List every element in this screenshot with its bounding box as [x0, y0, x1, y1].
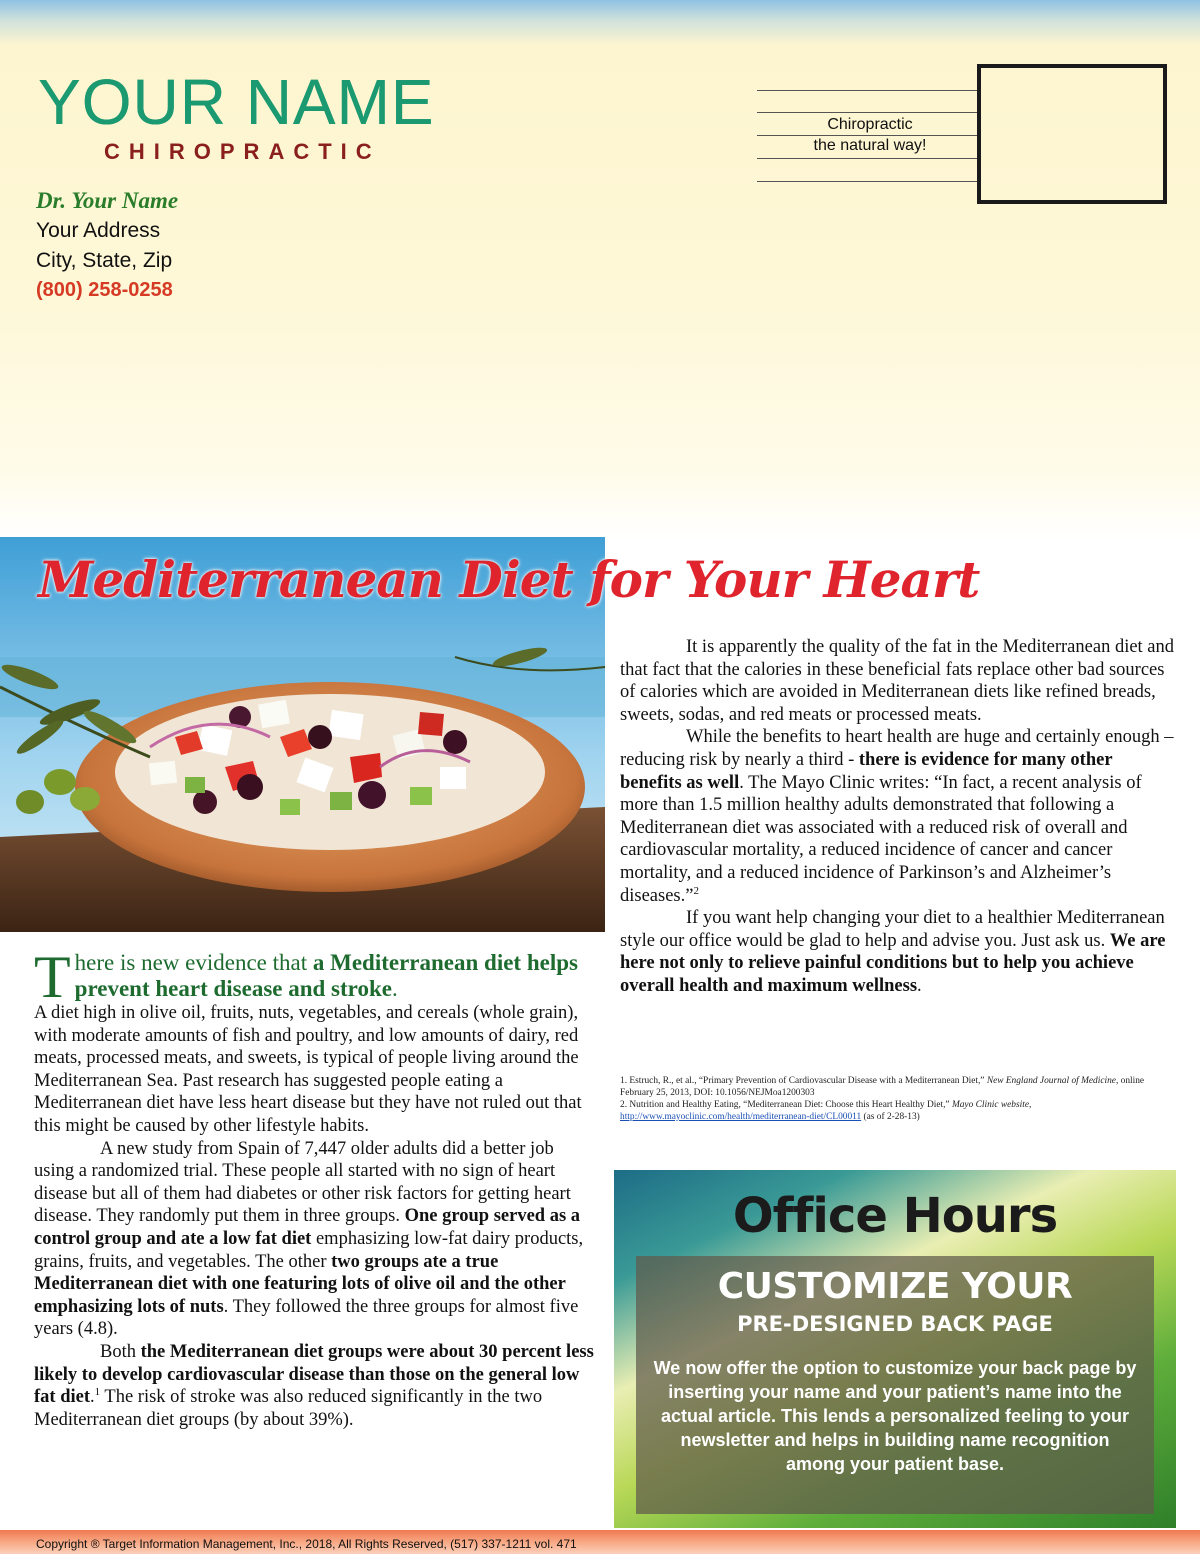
office-hours-title: Office Hours [732, 1188, 1058, 1244]
article-paragraph: Both the Mediterranean diet groups were about 30 percent less likely to develop cardiovascular disease than those on the general low fat diet.$^1$ The risk of stroke was also reduced significantly in the two Mediterranean diet groups (by about 39%). [34, 1341, 594, 1430]
postage-line [757, 112, 977, 113]
copyright-text: Copyright ® Target Information Management, Inc., 2018, All Rights Reserved, (517) 337-1211 vol. 471 [36, 1537, 577, 1551]
article-column-right [620, 636, 1175, 998]
address-line-1: Your Address [36, 219, 161, 242]
stamp-box [977, 64, 1167, 204]
footnote-1: 1. Estruch, R., et al., “Primary Prevention of Cardiovascular Disease with a Mediterranean Diet,” New England Journal of Medicine, online February 25, 2013, DOI: 10.1056/NEJMoa1200303 [620, 1076, 1145, 1098]
postage-line [757, 90, 977, 91]
article-lead: There is new evidence that a Mediterranean diet helps prevent heart disease and stroke. [34, 944, 578, 1010]
logo-subtitle: CHIROPRACTIC [104, 139, 381, 164]
footnotes [620, 1075, 1180, 1123]
customize-subheading: PRE-DESIGNED BACK PAGE [737, 1312, 1053, 1336]
article-paragraph: A new study from Spain of 7,447 older adults did a better job using a randomized trial. These people all started with no sign of heart disease but all of them had diabetes or other risk factors for getting heart disease. They randomly put them in three groups. One group served as a control group and ate a low fat diet emphasizing low-fat dairy products, grains, fruits, and vegetables. The other two groups ate a true Mediterranean diet with one featuring lots of olive oil and the other emphasizing lots of nuts. They followed the three groups for almost five years (4.8). [34, 1138, 584, 1340]
article-paragraph: A diet high in olive oil, fruits, nuts, vegetables, and cereals (whole grain), with moderate amounts of fish and poultry, and low amounts of dairy, red meats, processed meats, and sweets, is typical of people living around the Mediterranean Sea. Past research has suggested people eating a Mediterranean diet have less heart disease but they have not ruled out that this might be caused by other lifestyle habits. [34, 1003, 582, 1136]
tagline-line-1: Chiropractic [827, 116, 913, 133]
doctor-name: Dr. Your Name [36, 188, 179, 213]
article-paragraph: It is apparently the quality of the fat in the Mediterranean diet and that fact that the calories in these beneficial fats replace other bad sources of calories which are avoided in Mediterranean diets like refined breads, sweets, sodas, and red meats or processed meats. [620, 637, 1175, 725]
postage-line [757, 135, 977, 136]
customize-heading: CUSTOMIZE YOUR [717, 1266, 1073, 1307]
phone-number: (800) 258-0258 [36, 279, 173, 301]
article-column-left [34, 944, 594, 1431]
article-paragraph: If you want help changing your diet to a healthier Mediterranean style our office would be glad to help and advise you. Just ask us. We are here not only to relieve painful conditions but to help you achieve overall health and maximum wellness. [620, 908, 1166, 996]
tagline-line-2: the natural way! [813, 137, 927, 154]
footnote-link[interactable]: http://www.mayoclinic.com/health/mediterranean-diet/CL00011 [620, 1112, 862, 1122]
customize-panel [636, 1256, 1154, 1514]
drop-cap: T [34, 944, 71, 1010]
customize-body: We now offer the option to customize your back page by inserting your name and your patient’s name into the actual article. This lends a personalized feeling to your newsletter and helps in building name recognition among your patient base. [653, 1358, 1137, 1474]
article-paragraph: While the benefits to heart health are huge and certainly enough – reducing risk by nearly a third - there is evidence for many other benefits as well. The Mayo Clinic writes: “In fact, a recent analysis of more than 1.5 million healthy adults demonstrated that following a Mediterranean diet was associated with a reduced risk of overall and cardiovascular mortality, a reduced incidence of cancer and cancer mortality, and a reduced incidence of Parkinson’s and Alzheimer’s diseases.”$^2$ [620, 727, 1174, 906]
footnote-2: 2. Nutrition and Healthy Eating, “Mediterranean Diet: Choose this Heart Healthy Diet,” Mayo Clinic website, http://www.mayoclinic.com/health/mediterranean-diet/CL00011 (as of 2-28-13) [620, 1100, 1032, 1122]
postage-line [757, 181, 977, 182]
office-hours-box [614, 1170, 1176, 1528]
article-headline: Mediterranean Diet for Your Heart [38, 550, 980, 609]
address-line-2: City, State, Zip [36, 249, 173, 272]
logo-name: YOUR NAME [38, 66, 435, 138]
postage-line [757, 158, 977, 159]
